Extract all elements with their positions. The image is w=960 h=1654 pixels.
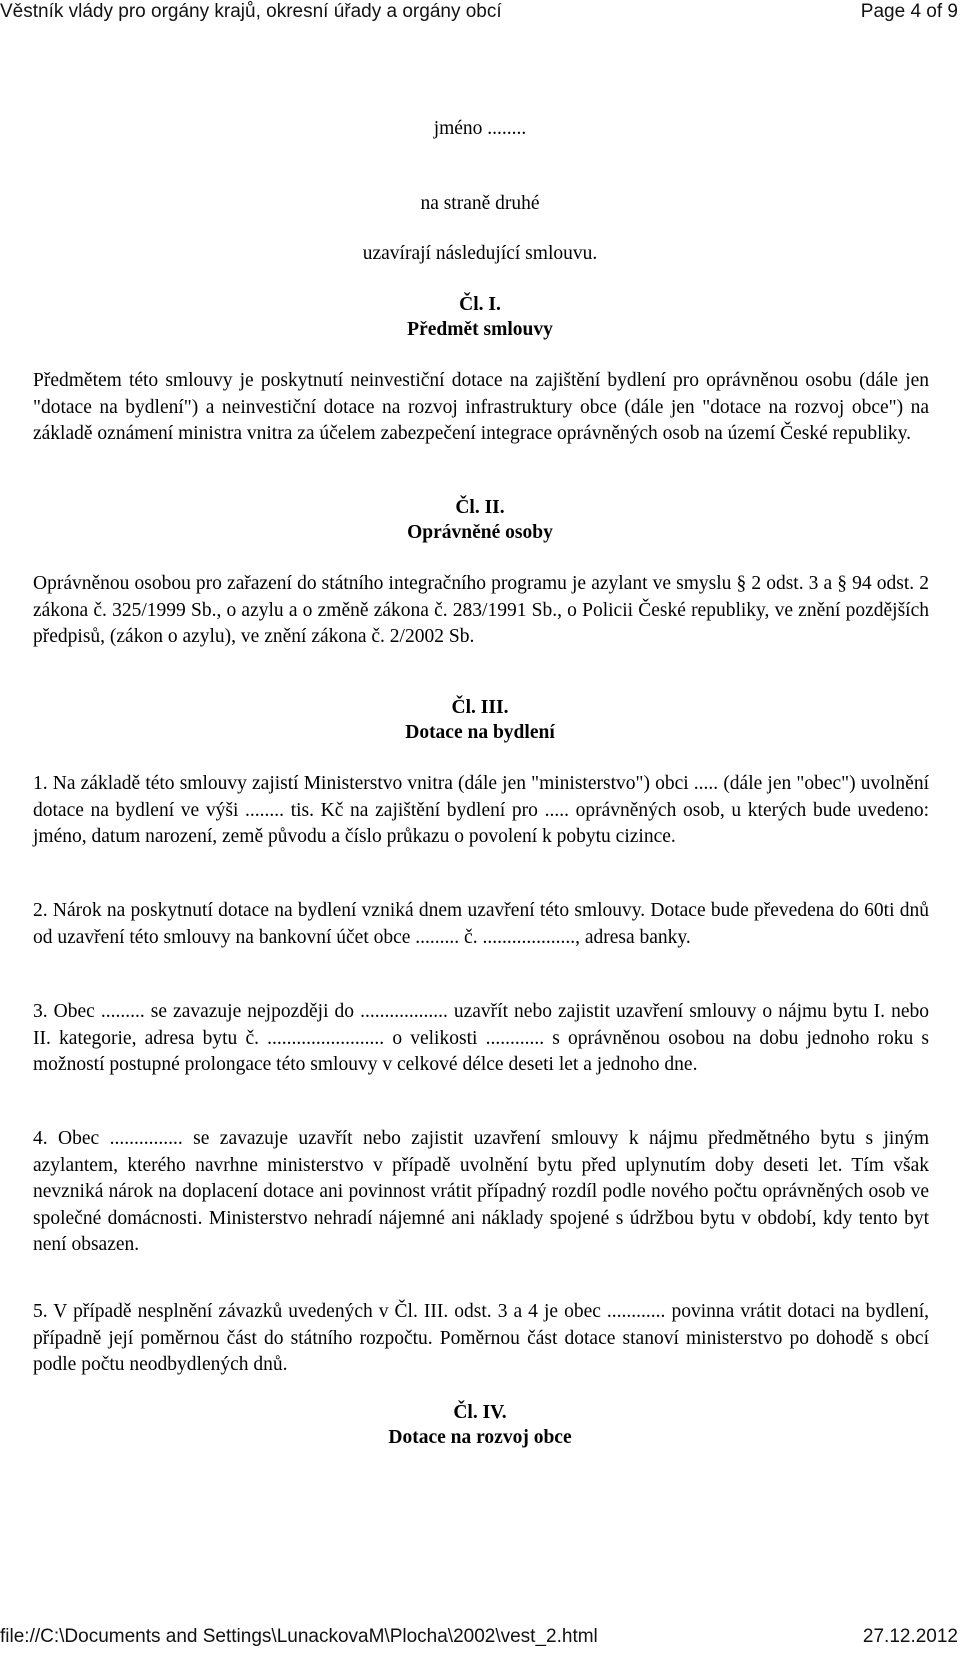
article-3-paragraph-5: 5. V případě nesplnění závazků uvedených v Čl. III. odst. 3 a 4 je obec ............ povinna vrátit dotaci na bydlení, případně její poměrnou část do státního rozpočtu. Poměrnou část dotace stanoví ministerstvo po dohodě s obcí podle počtu neodbydlených dnů.	[33, 1301, 929, 1375]
article-3-number: Čl. III.	[451, 697, 509, 718]
page-header	[0, 1, 960, 23]
article-4-number: Čl. IV.	[453, 1402, 507, 1423]
article-3-paragraph-4: 4. Obec ............... se zavazuje uzavřít nebo zajistit uzavření smlouvy k nájmu předmětného bytu s jiným azylantem, kterého navrhne ministerstvo v případě uvolnění bytu před uplynutím doby deseti let. Tím však nevzniká nárok na doplacení dotace ani povinnost vrátit případný rozdíl podle nového počtu oprávněných osob ve společné domácnosti. Ministerstvo nehradí nájemné ani náklady spojené s údržbou bytu v období, kdy tento byt není obsazen.	[33, 1128, 929, 1255]
article-1-title: Předmět smlouvy	[407, 319, 553, 340]
page-footer	[0, 1626, 960, 1648]
name-line: jméno ........	[433, 118, 527, 139]
article-1-text: Předmětem této smlouvy je poskytnutí neinvestiční dotace na zajištění bydlení pro oprávněnou osobu (dále jen "dotace na bydlení") a neinvestiční dotace na rozvoj infrastruktury obce (dále jen "dotace na rozvoj obce") na základě oznámení ministra vnitra za účelem zabezpečení integrace oprávněných osob na území České republiky.	[33, 370, 929, 444]
article-4-title: Dotace na rozvoj obce	[388, 1427, 572, 1448]
header-title: Věstník vlády pro orgány krajů, okresní úřady a orgány obcí	[0, 1, 502, 22]
footer-file-path: file://C:\Documents and Settings\LunackovaM\Plocha\2002\vest_2.html	[0, 1626, 598, 1647]
article-3-paragraph-3: 3. Obec ......... se zavazuje nejpozději do .................. uzavřít nebo zajistit uzavření smlouvy o nájmu bytu I. nebo II. kategorie, adresa bytu č. ........................ o velikosti ............ s oprávněnou osobou na dobu jednoho roku s možností postupné prolongace této smlouvy v celkové délce deseti let a jednoho dne.	[33, 1001, 929, 1075]
article-2-number: Čl. II.	[455, 497, 505, 518]
article-2-text: Oprávněnou osobou pro zařazení do státního integračního programu je azylant ve smyslu § 2 odst. 3 a § 94 odst. 2 zákona č. 325/1999 Sb., o azylu a o změně zákona č. 283/1991 Sb., o Policii České republiky, ve znění pozdějších předpisů, (zákon o azylu), ve znění zákona č. 2/2002 Sb.	[33, 573, 929, 647]
footer-date: 27.12.2012	[862, 1626, 958, 1647]
conclude-line: uzavírají následující smlouvu.	[362, 243, 598, 264]
header-page-number: Page 4 of 9	[860, 1, 958, 22]
party-line: na straně druhé	[420, 193, 540, 214]
article-1-number: Čl. I.	[459, 294, 501, 315]
article-2-title: Oprávněné osoby	[407, 522, 553, 543]
article-3-title: Dotace na bydlení	[405, 722, 555, 743]
article-3-paragraph-2: 2. Nárok na poskytnutí dotace na bydlení vzniká dnem uzavření této smlouvy. Dotace bude převedena do 60ti dnů od uzavření této smlouvy na bankovní účet obce ......... č. ..................., adresa banky.	[33, 900, 929, 948]
article-3-paragraph-1: 1. Na základě této smlouvy zajistí Ministerstvo vnitra (dále jen "ministerstvo") obci ..... (dále jen "obec") uvolnění dotace na bydlení ve výši ........ tis. Kč na zajištění bydlení pro ..... oprávněných osob, u kterých bude uvedeno: jméno, datum narození, země původu a číslo průkazu o povolení k pobytu cizince.	[33, 773, 929, 847]
